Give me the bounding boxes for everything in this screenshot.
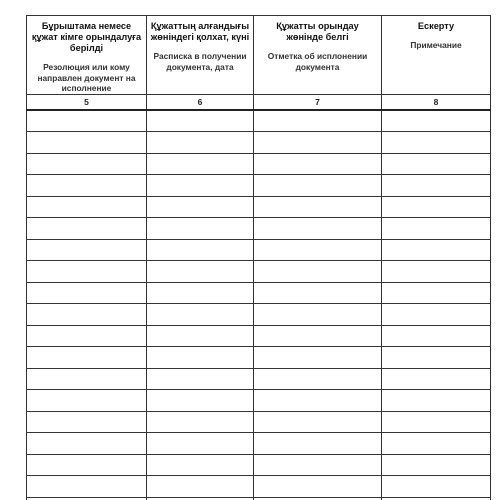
table-cell[interactable] — [254, 175, 382, 197]
table-cell[interactable] — [147, 282, 254, 304]
table-cell[interactable] — [254, 261, 382, 283]
table-cell[interactable] — [254, 304, 382, 326]
column-title-ru: Резолюция или кому направлен документ на исполнение — [37, 62, 136, 93]
table-cell[interactable] — [147, 325, 254, 347]
table-row — [27, 433, 491, 455]
table-cell[interactable] — [147, 304, 254, 326]
table-row — [27, 304, 491, 326]
column-number: 8 — [382, 94, 491, 110]
table-row — [27, 282, 491, 304]
table-cell[interactable] — [147, 454, 254, 476]
table-cell[interactable] — [382, 411, 491, 433]
table-cell[interactable] — [147, 132, 254, 154]
table-cell[interactable] — [382, 476, 491, 498]
table-cell[interactable] — [147, 110, 254, 132]
table-cell[interactable] — [27, 476, 147, 498]
table-cell[interactable] — [382, 218, 491, 240]
table-row — [27, 196, 491, 218]
column-header-note — [382, 16, 491, 95]
table-cell[interactable] — [27, 153, 147, 175]
table-cell[interactable] — [254, 454, 382, 476]
column-title-kz: Құжатты орындау жөнінде белгі — [276, 21, 359, 42]
column-title-kz: Құжаттың алғандығы жөніндегі қолхат, күні — [150, 21, 250, 42]
table-cell[interactable] — [254, 196, 382, 218]
table-cell[interactable] — [147, 196, 254, 218]
table-cell[interactable] — [254, 347, 382, 369]
table-cell[interactable] — [254, 239, 382, 261]
table-cell[interactable] — [382, 325, 491, 347]
column-number: 6 — [147, 94, 254, 110]
table-row — [27, 476, 491, 498]
table-row — [27, 175, 491, 197]
table-row — [27, 390, 491, 412]
table-cell[interactable] — [382, 110, 491, 132]
column-title-ru: Расписка в получении документа, дата — [153, 51, 247, 72]
column-number: 7 — [254, 94, 382, 110]
table-cell[interactable] — [147, 261, 254, 283]
table-cell[interactable] — [254, 476, 382, 498]
table-cell[interactable] — [27, 282, 147, 304]
table-cell[interactable] — [27, 196, 147, 218]
table-cell[interactable] — [147, 368, 254, 390]
table-cell[interactable] — [27, 110, 147, 132]
table-cell[interactable] — [147, 433, 254, 455]
column-header-execution-mark — [254, 16, 382, 95]
table-cell[interactable] — [147, 347, 254, 369]
table-cell[interactable] — [27, 261, 147, 283]
column-number: 5 — [27, 94, 147, 110]
table-cell[interactable] — [27, 347, 147, 369]
table-cell[interactable] — [27, 411, 147, 433]
table-cell[interactable] — [254, 325, 382, 347]
table-cell[interactable] — [27, 304, 147, 326]
table-cell[interactable] — [27, 239, 147, 261]
table-cell[interactable] — [254, 110, 382, 132]
table-row — [27, 261, 491, 283]
table-cell[interactable] — [27, 218, 147, 240]
table-cell[interactable] — [382, 454, 491, 476]
header-row — [27, 16, 491, 95]
table-cell[interactable] — [382, 347, 491, 369]
table-cell[interactable] — [382, 132, 491, 154]
column-title-ru: Отметка об исплонении документа — [267, 51, 368, 72]
table-cell[interactable] — [382, 433, 491, 455]
table-cell[interactable] — [382, 153, 491, 175]
table-cell[interactable] — [147, 390, 254, 412]
table-cell[interactable] — [27, 454, 147, 476]
table-cell[interactable] — [382, 282, 491, 304]
table-cell[interactable] — [147, 153, 254, 175]
table-cell[interactable] — [254, 282, 382, 304]
column-header-receipt — [147, 16, 254, 95]
table-cell[interactable] — [27, 132, 147, 154]
table-cell[interactable] — [147, 239, 254, 261]
table-cell[interactable] — [27, 390, 147, 412]
table-row — [27, 454, 491, 476]
table-cell[interactable] — [147, 411, 254, 433]
table-cell[interactable] — [147, 175, 254, 197]
table-cell[interactable] — [382, 390, 491, 412]
table-cell[interactable] — [27, 325, 147, 347]
table-row — [27, 239, 491, 261]
table-cell[interactable] — [254, 411, 382, 433]
table-cell[interactable] — [382, 239, 491, 261]
table-cell[interactable] — [254, 153, 382, 175]
table-cell[interactable] — [147, 218, 254, 240]
document-register-table — [26, 15, 491, 500]
table-cell[interactable] — [254, 368, 382, 390]
table-cell[interactable] — [382, 196, 491, 218]
table-cell[interactable] — [382, 261, 491, 283]
table-row — [27, 132, 491, 154]
table-cell[interactable] — [254, 132, 382, 154]
column-title-kz: Бұрыштама немесе құжат кімге орындалуға берілді — [31, 21, 142, 53]
table-row — [27, 325, 491, 347]
table-cell[interactable] — [382, 368, 491, 390]
table-cell[interactable] — [27, 175, 147, 197]
table-cell[interactable] — [254, 390, 382, 412]
register-body — [27, 110, 491, 500]
table-cell[interactable] — [254, 218, 382, 240]
table-row — [27, 411, 491, 433]
table-cell[interactable] — [254, 433, 382, 455]
table-row — [27, 347, 491, 369]
column-title-kz: Ескерту — [417, 21, 455, 31]
column-number-row — [27, 94, 491, 110]
column-header-resolution — [27, 16, 147, 95]
table-cell[interactable] — [27, 433, 147, 455]
table-row — [27, 218, 491, 240]
table-cell[interactable] — [382, 175, 491, 197]
table-row — [27, 110, 491, 132]
table-row — [27, 368, 491, 390]
table-cell[interactable] — [147, 476, 254, 498]
table-cell[interactable] — [27, 368, 147, 390]
column-title-ru: Примечание — [410, 40, 462, 50]
table-cell[interactable] — [382, 304, 491, 326]
table-row — [27, 153, 491, 175]
